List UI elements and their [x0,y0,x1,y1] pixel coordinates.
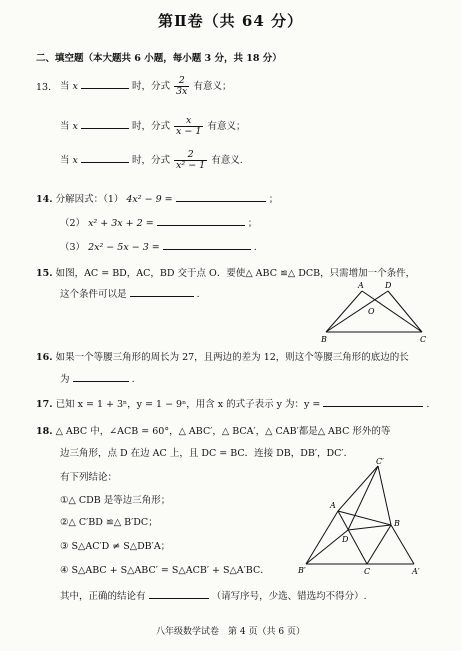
q16-line-1 [36,349,409,363]
q13-l2-pre: 当 [60,120,70,132]
q15-figure [318,280,430,344]
q13-number: 13. [36,82,52,93]
q16-line-2 [60,371,135,385]
q18-figure [296,456,426,576]
q13-l3-post: 有意义. [211,154,243,166]
answer-blank[interactable] [149,589,209,599]
page-title: 第Ⅱ卷（共 64 分） [158,12,303,30]
q18-answer-pre: 其中，正确的结论有 [60,591,146,602]
q14-end-1: ； [268,194,279,205]
segment-c2-a [338,466,378,511]
q13-line-2 [60,116,245,137]
answer-blank[interactable] [73,372,129,382]
q15-line-2 [60,286,200,300]
q13-l2-mid: 时，分式 [131,120,170,132]
segment-cd [388,291,422,332]
label-b: B [321,335,327,344]
q18-conclusion-4: ④ S△ABC + S△ABC′ = S△ACB′ + S△A′BC． [60,565,270,576]
q16-text-2: 为 [60,374,70,385]
label-o: O [368,307,375,316]
q17-text: 已知 x = 1 + 3ⁿ，y = 1 − 9ⁿ，用含 x 的式子表示 y 为：y = [55,399,321,410]
answer-blank[interactable] [81,79,129,89]
answer-blank[interactable] [81,119,129,129]
segment-a-b2 [306,511,338,564]
q14-line-1 [36,191,278,205]
q18-line-2: 边三角形，点 D 在边 AC 上，且 DC = BC．连接 DB，DB′，DC′． [60,448,354,459]
q14-end-3: . [253,242,257,253]
answer-blank[interactable] [130,287,194,297]
q14-expr-3: 2x² − 5x − 3 = [88,242,160,253]
answer-blank[interactable] [157,216,245,226]
q14-lead: 分解因式：（1） [55,194,124,205]
q15-text-2: 这个条件可以是 [60,289,127,300]
q15-number: 15. [36,268,53,279]
segment-ab [338,511,391,525]
label-b-prime: B′ [298,566,306,575]
q14-expr-1: 4x² − 9 = [126,194,173,205]
label-d: D [342,535,349,544]
q18-line-1 [36,423,390,437]
answer-blank[interactable] [163,240,251,250]
segment-c2-b [378,466,391,525]
segment-db [348,525,391,530]
q16-number: 16. [36,352,53,363]
q13-l2-post: 有意义； [207,120,246,132]
q14-label-2: （2） [60,218,86,229]
q13-l3-var: x [72,154,78,166]
label-a: A [358,281,364,290]
section-heading: 二、填空题（本大题共 6 小题，每小题 3 分，共 18 分） [36,53,282,64]
q13-l2-var: x [72,120,78,132]
q18-answer-post: （请写序号，少选、错选均不得分）. [211,591,367,602]
q15-text-1: 如图，AC = BD，AC，BD 交于点 O．要使△ ABC ≌△ DCB，只需增加一个条件， [55,268,416,279]
label-c: C [364,567,371,576]
label-c-prime: C′ [376,457,384,466]
segment-bc [367,525,391,564]
q13-l3-fraction [174,150,207,171]
q18-conclusion-3: ③ S△AC′D ≠ S△DB′A； [60,541,171,552]
q13-l1-post: 有意义； [193,80,232,92]
q13-l3-pre: 当 [60,154,70,166]
q13-l1-pre: 当 [60,80,70,92]
label-d: D [385,281,392,290]
q14-line-3 [60,239,257,253]
page-footer: 八年级数学试卷 第 4 页（共 6 页） [156,627,305,637]
label-c: C [420,335,427,344]
q13-l1-fraction [174,76,189,97]
q18-answer-line [60,588,367,602]
answer-blank[interactable] [176,192,266,202]
q18-number: 18. [36,426,53,437]
q18-text-1: △ ABC 中，∠ACB = 60°，△ ABC′，△ BCA′，△ CAB′都是△ ABC 形外的等 [55,426,391,437]
q16-text-1: 如果一个等腰三角形的周长为 27，且两边的差为 12，则这个等腰三角形的底边的长 [55,352,409,363]
q13-line-1 [60,76,231,97]
q13-l1-mid: 时，分式 [131,80,170,92]
q14-expr-2: x² + 3x + 2 = [88,218,154,229]
q17-end: . [426,399,430,410]
answer-blank[interactable] [81,153,129,163]
numerator: 2 [174,150,207,161]
label-a-prime: A′ [412,567,420,576]
q14-number: 14. [36,194,53,205]
q14-line-2 [60,215,257,229]
q16-end: . [131,374,135,385]
q13-l2-fraction [174,116,203,137]
denominator: 3x [176,85,188,97]
q17-line [36,396,429,410]
numerator: 2 [174,76,189,87]
segment-b-a2 [391,525,414,564]
q18-intro: 有下列结论： [60,472,118,483]
q17-number: 17. [36,399,53,410]
answer-blank[interactable] [323,397,423,407]
denominator: x − 1 [176,125,202,137]
q13-line-3 [60,150,243,171]
q18-conclusion-2: ②△ C′BD ≌△ B′DC； [60,517,158,528]
q13-l3-mid: 时，分式 [131,154,170,166]
label-a: A [330,501,336,510]
q15-line-1 [36,265,415,279]
q14-label-3: （3） [60,242,86,253]
numerator: x [174,116,203,127]
q14-end-2: ； [247,218,258,229]
q13-l1-var: x [72,80,78,92]
q18-conclusion-1: ①△ CDB 是等边三角形； [60,495,171,506]
label-b: B [394,519,400,528]
q15-end: . [196,289,200,300]
denominator: x² − 1 [176,159,206,171]
